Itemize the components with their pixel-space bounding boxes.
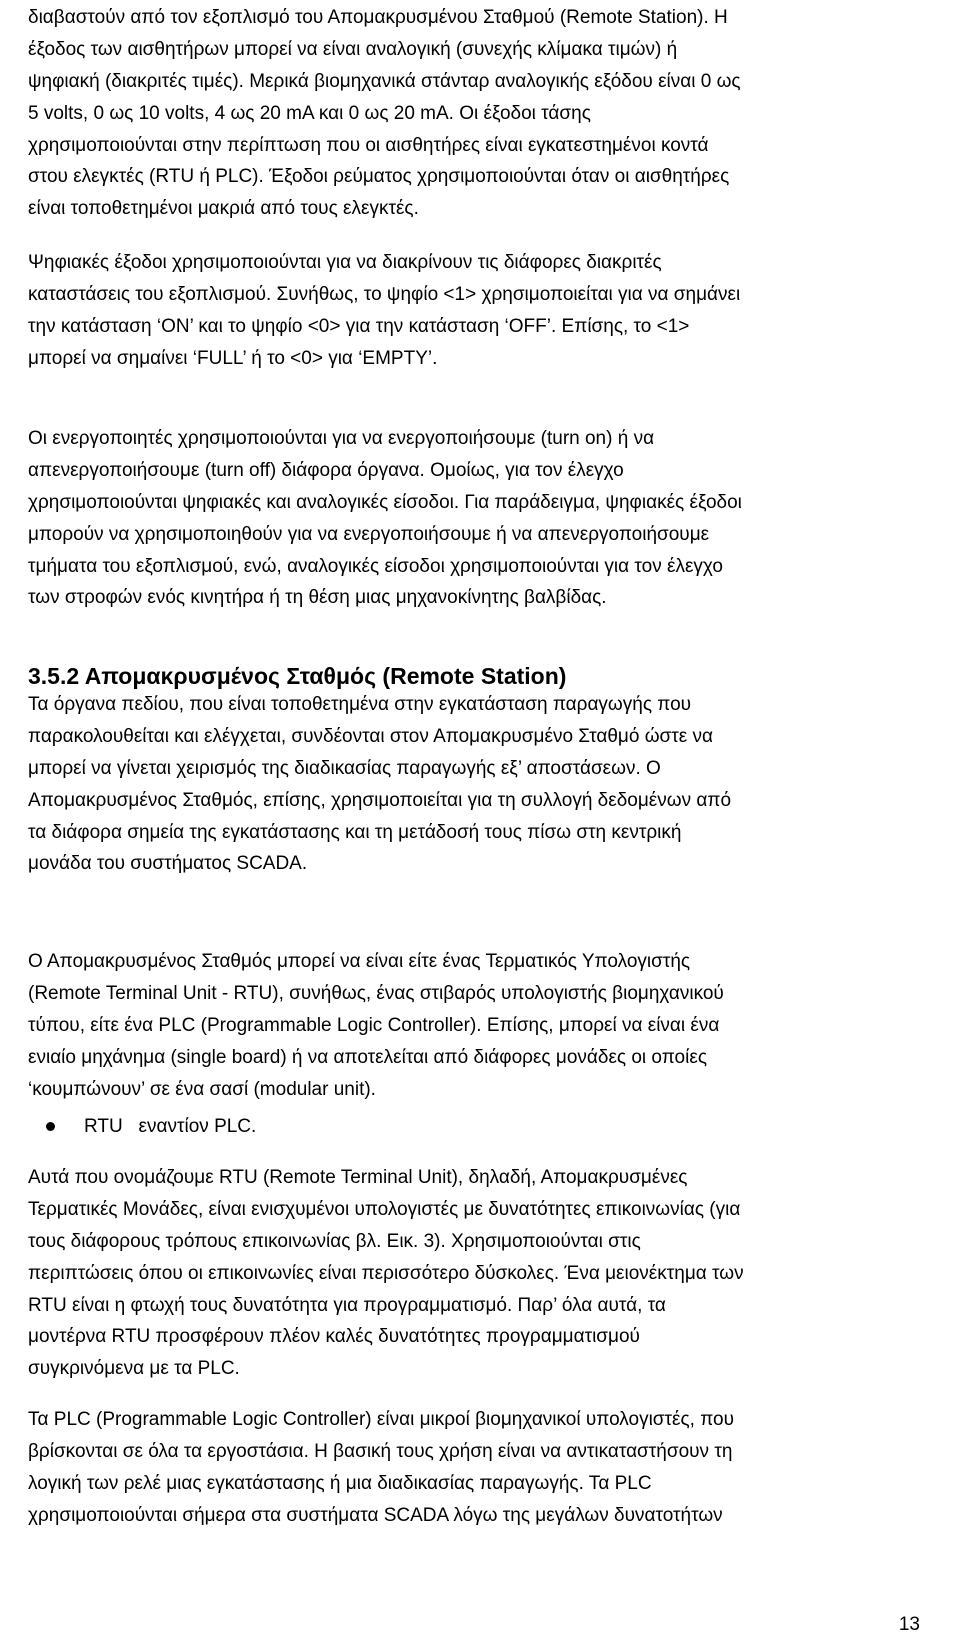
bullet-list-item <box>34 1111 914 1143</box>
text-line: χρησιμοποιούνται ψηφιακές και αναλογικές είσοδοι. Για παράδειγμα, ψηφιακές έξοδοι <box>28 491 742 513</box>
text-line: έξοδος των αισθητήρων μπορεί να είναι αναλογική (συνεχής κλίμακα τιμών) ή <box>28 38 678 60</box>
paragraph-field-instruments <box>28 689 933 880</box>
text-line: λογική των ρελέ μιας εγκατάστασης ή μια διαδικασίας παραγωγής. Τα PLC <box>28 1472 652 1494</box>
text-line: είναι τοποθετημένοι μακριά από τους ελεγκτές. <box>28 198 419 220</box>
paragraph-plc <box>28 1404 933 1532</box>
text-line: βρίσκονται σε όλα τα εργοστάσια. Η βασική τους χρήση είναι να αντικαταστήσουν τη <box>28 1440 733 1462</box>
text-line: μπορεί να γίνεται χειρισμός της διαδικασίας παραγωγής εξ’ αποστάσεων. Ο <box>28 757 661 779</box>
text-line: τμήματα του εξοπλισμού, ενώ, αναλογικές είσοδοι χρησιμοποιούνται για τον έλεγχο <box>28 555 723 577</box>
text-line: Αυτά που ονομάζουμε RTU (Remote Terminal Unit), δηλαδή, Απομακρυσμένες <box>28 1167 688 1188</box>
page-number: 13 <box>898 1614 920 1635</box>
text-line: διαβαστούν από τον εξοπλισμό του Απομακρυσμένου Σταθμού (Remote Station). Η <box>28 7 728 28</box>
text-line: Τερματικές Μονάδες, είναι ενισχυμένοι υπολογιστές με δυνατότητες επικοινωνίας (για <box>28 1198 741 1220</box>
bullet-icon <box>46 1122 55 1131</box>
text-line: στου ελεγκτές (RTU ή PLC). Έξοδοι ρεύματος χρησιμοποιούνται όταν οι αισθητήρες <box>28 166 730 188</box>
text-line: μπορεί να σημαίνει ‘FULL’ ή το <0> για ‘EMPTY’. <box>28 347 438 369</box>
text-line: ενιαίο μηχάνημα (single board) ή να αποτελείται από διάφορες μονάδες οι οποίες <box>28 1046 707 1068</box>
text-line: την κατάσταση ‘ON’ και το ψηφίο <0> για την κατάσταση ‘OFF’. Επίσης, το <1> <box>28 315 690 337</box>
paragraph-sensor-outputs <box>28 2 933 225</box>
text-line: παρακολουθείται και ελέγχεται, συνδέονται στον Απομακρυσμένο Σταθμό ώστε να <box>28 725 714 747</box>
paragraph-digital-outputs <box>28 247 933 375</box>
text-line: 5 volts, 0 ως 10 volts, 4 ως 20 mA και 0 ως 20 mA. Οι έξοδοι τάσης <box>28 102 591 124</box>
text-line: τύπου, είτε ένα PLC (Programmable Logic Controller). Επίσης, μπορεί να είναι ένα <box>28 1014 720 1036</box>
text-line: περιπτώσεις όπου οι επικοινωνίες είναι περισσότερο δύσκολες. Ένα μειονέκτημα των <box>28 1262 744 1284</box>
text-line: συγκρινόμενα με τα PLC. <box>28 1358 240 1380</box>
paragraph-rtu <box>28 1162 933 1385</box>
section-heading: 3.5.2 Απομακρυσμένος Σταθμός (Remote Station) <box>28 663 567 689</box>
text-line: Ψηφιακές έξοδοι χρησιμοποιούνται για να διακρίνουν τις διάφορες διακριτές <box>28 252 662 273</box>
text-line: μπορούν να χρησιμοποιηθούν για να ενεργοποιήσουμε ή να απενεργοποιήσουμε <box>28 523 710 545</box>
text-line: Οι ενεργοποιητές χρησιμοποιούνται για να ενεργοποιήσουμε (turn on) ή να <box>28 428 655 449</box>
text-line: τους διάφορους τρόπους επικοινωνίας βλ. Εικ. 3). Χρησιμοποιούνται στις <box>28 1230 641 1252</box>
text-line: Απομακρυσμένος Σταθμός, επίσης, χρησιμοποιείται για τη συλλογή δεδομένων από <box>28 789 732 811</box>
text-line: ψηφιακή (διακριτές τιμές). Μερικά βιομηχανικά στάνταρ αναλογικής εξόδου είναι 0 ως <box>28 70 741 92</box>
text-line: των στροφών ενός κινητήρα ή τη θέση μιας μηχανοκίνητης βαλβίδας. <box>28 587 607 609</box>
text-line: Τα όργανα πεδίου, που είναι τοποθετημένα στην εγκατάσταση παραγωγής που <box>28 694 692 715</box>
paragraph-actuators <box>28 423 933 614</box>
bullet-text: RTU εναντίον PLC. <box>84 1116 257 1137</box>
text-line: μοντέρνα RTU προσφέρουν πλέον καλές δυνατότητες προγραμματισμού <box>28 1326 640 1348</box>
text-line: (Remote Terminal Unit - RTU), συνήθως, ένας στιβαρός υπολογιστής βιομηχανικού <box>28 982 724 1004</box>
text-line: Τα PLC (Programmable Logic Controller) είναι μικροί βιομηχανικοί υπολογιστές, που <box>28 1409 735 1430</box>
text-line: χρησιμοποιούνται σήμερα στα συστήματα SCADA λόγω της μεγάλων δυνατοτήτων <box>28 1504 723 1526</box>
text-line: τα διάφορα σημεία της εγκατάστασης και τη μετάδοσή τους πίσω στη κεντρική <box>28 821 682 843</box>
text-line: μονάδα του συστήματος SCADA. <box>28 853 308 875</box>
text-line: καταστάσεις του εξοπλισμού. Συνήθως, το ψηφίο <1> χρησιμοποιείται για να σημάνει <box>28 283 741 305</box>
text-line: Ο Απομακρυσμένος Σταθμός μπορεί να είναι είτε ένας Τερματικός Υπολογιστής <box>28 951 691 972</box>
text-line: χρησιμοποιούνται στην περίπτωση που οι αισθητήρες είναι εγκατεστημένοι κοντά <box>28 134 709 156</box>
text-line: RTU είναι η φτωχή τους δυνατότητα για προγραμματισμό. Παρ’ όλα αυτά, τα <box>28 1294 666 1316</box>
text-line: απενεργοποιήσουμε (turn off) διάφορα όργανα. Ομοίως, για τον έλεγχο <box>28 459 624 481</box>
paragraph-remote-station-types <box>28 946 933 1105</box>
text-line: ‘κουμπώνουν’ σε ένα σασί (modular unit). <box>28 1078 376 1100</box>
